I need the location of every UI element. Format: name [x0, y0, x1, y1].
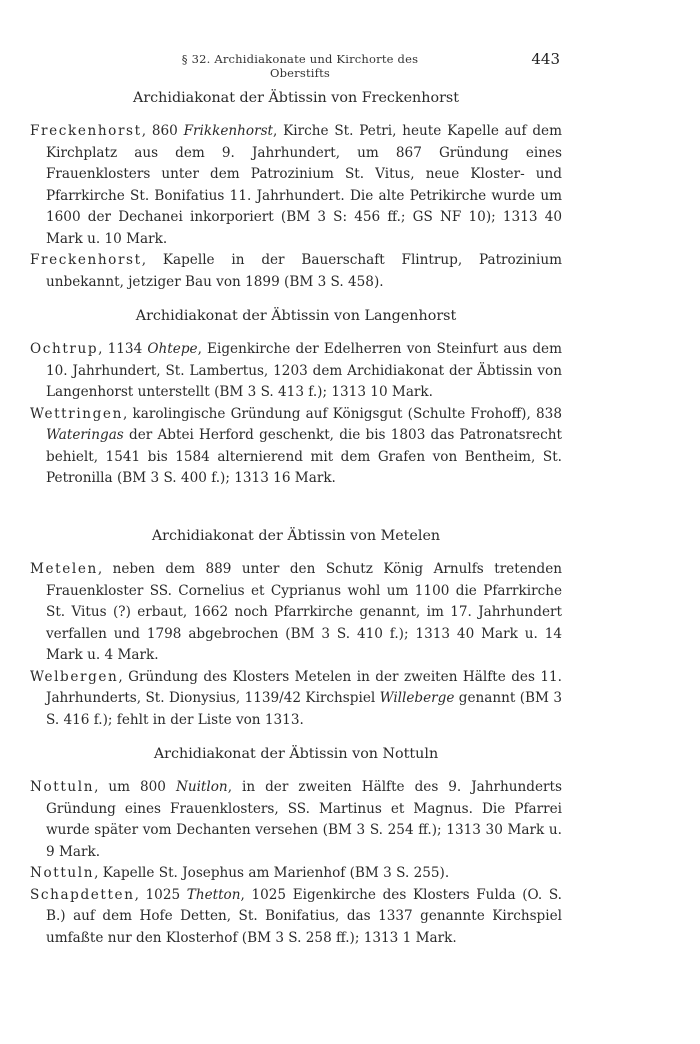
entry-latin-name: Nuitlon	[175, 779, 228, 795]
entry-place: Wettringen	[30, 405, 123, 422]
entry-freckenhorst	[30, 121, 562, 250]
entry-text: , 860	[141, 123, 184, 139]
entry-wettringen	[30, 404, 562, 490]
entry-text: , um 800	[94, 779, 176, 795]
section-heading: Archidiakonat der Äbtissin von Nottuln	[153, 746, 439, 762]
section-langenhorst	[30, 308, 562, 490]
entry-place: Nottuln	[30, 779, 95, 795]
entry-metelen	[30, 559, 562, 667]
entry-place: Ochtrup	[30, 341, 99, 357]
entry-place: Freckenhorst	[30, 123, 142, 139]
section-heading: Archidiakonat der Äbtissin von Langenhorst	[135, 308, 457, 324]
entry-text: , Kirche St. Petri, heute Kapelle auf dem Kirchplatz aus dem 9. Jahrhundert, um 867 Gründung eines Frauenklosters unter dem Patrozinium St. Vitus, neue Kloster- und Pfarrkirche St. Bonifatius 11. Jahrhundert. Die alte Petrikirche wurde um 1600 der Dechanei inkorporiert (BM 3 S: 456 ff.; GS NF 10); 1313 40 Mark u. 10 Mark.	[46, 123, 562, 247]
entry-text: , karolingische Gründung auf Königsgut (Schulte Frohoff), 838	[122, 405, 562, 422]
section-freckenhorst	[30, 90, 562, 293]
entry-schapdetten	[30, 885, 562, 950]
entry-latin-name: Willeberge	[379, 690, 455, 706]
entry-text: , 1025	[134, 886, 187, 903]
page-number: 443	[531, 50, 560, 68]
entry-nottuln-kapelle	[30, 863, 562, 885]
entry-text: , Kapelle in der Bauerschaft Flintrup, Patrozinium unbekannt, jetziger Bau von 1899 (BM 3 S. 458).	[46, 252, 562, 290]
entry-text: genannt (BM 3 S. 416 f.); fehlt in der Liste von 1313.	[46, 690, 562, 728]
entry-text: , Eigenkirche der Edelherren von Steinfurt aus dem 10. Jahrhundert, St. Lambertus, 1203 dem Archidiakonat der Äbtissin von Langenhorst unterstellt (BM 3 S. 413 f.); 1313 10 Mark.	[46, 341, 562, 400]
entry-latin-name: Ohtepe	[147, 341, 198, 357]
entry-welbergen	[30, 667, 562, 732]
entry-text: , 1025 Eigenkirche des Klosters Fulda (O. S. B.) auf dem Hofe Detten, St. Bonifatius, das 1337 genannte Kirchspiel umfaßte nur den Klosterhof (BM 3 S. 258 ff.); 1313 1 Mark.	[46, 886, 562, 946]
running-head	[0, 50, 700, 80]
entry-place: Metelen	[30, 561, 98, 577]
entry-place: Schapdetten	[30, 886, 135, 903]
entry-freckenhorst-kapelle	[30, 250, 562, 293]
running-title: § 32. Archidiakonate und Kirchorte des Oberstifts	[181, 52, 419, 80]
entry-text: , 1134	[98, 341, 148, 357]
entry-place: Freckenhorst	[30, 252, 142, 268]
entry-text: , Kapelle St. Josephus am Marienhof (BM 3 S. 255).	[94, 865, 450, 881]
entry-text: der Abtei Herford geschenkt, die bis 1803 das Patronatsrecht behielt, 1541 bis 1584 alternierend mit dem Grafen von Bentheim, St. Petronilla (BM 3 S. 400 f.); 1313 16 Mark.	[46, 427, 562, 486]
entry-nottuln	[30, 777, 562, 863]
entry-latin-name: Frikkenhorst	[183, 123, 274, 139]
section-metelen	[30, 528, 562, 731]
entry-latin-name: Wateringas	[46, 427, 124, 443]
entry-ochtrup	[30, 339, 562, 404]
entry-place: Welbergen	[30, 668, 119, 685]
entry-text: , neben dem 889 unter den Schutz König Arnulfs tretenden Frauenkloster SS. Cornelius et Cyprianus wohl um 1100 die Pfarrkirche St. Vitus (?) erbaut, 1662 noch Pfarrkirche genannt, im 17. Jahrhundert verfallen und 1798 abgebrochen (BM 3 S. 410 f.); 1313 40 Mark u. 14 Mark u. 4 Mark.	[46, 561, 562, 663]
entry-latin-name: Thetton	[186, 886, 241, 903]
entry-place: Nottuln	[30, 865, 95, 881]
section-nottuln	[30, 746, 562, 949]
entry-text: , Gründung des Klosters Metelen in der zweiten Hälfte des 11. Jahrhunderts, St. Dionysius, 1139/42 Kirchspiel	[46, 668, 562, 706]
section-heading: Archidiakonat der Äbtissin von Metelen	[151, 528, 441, 544]
section-heading: Archidiakonat der Äbtissin von Freckenhorst	[133, 90, 459, 106]
entry-text: , in der zweiten Hälfte des 9. Jahrhunderts Gründung eines Frauenklosters, SS. Martinus et Magnus. Die Pfarrei wurde später vom Dechanten versehen (BM 3 S. 254 ff.); 1313 30 Mark u. 9 Mark.	[46, 779, 562, 860]
